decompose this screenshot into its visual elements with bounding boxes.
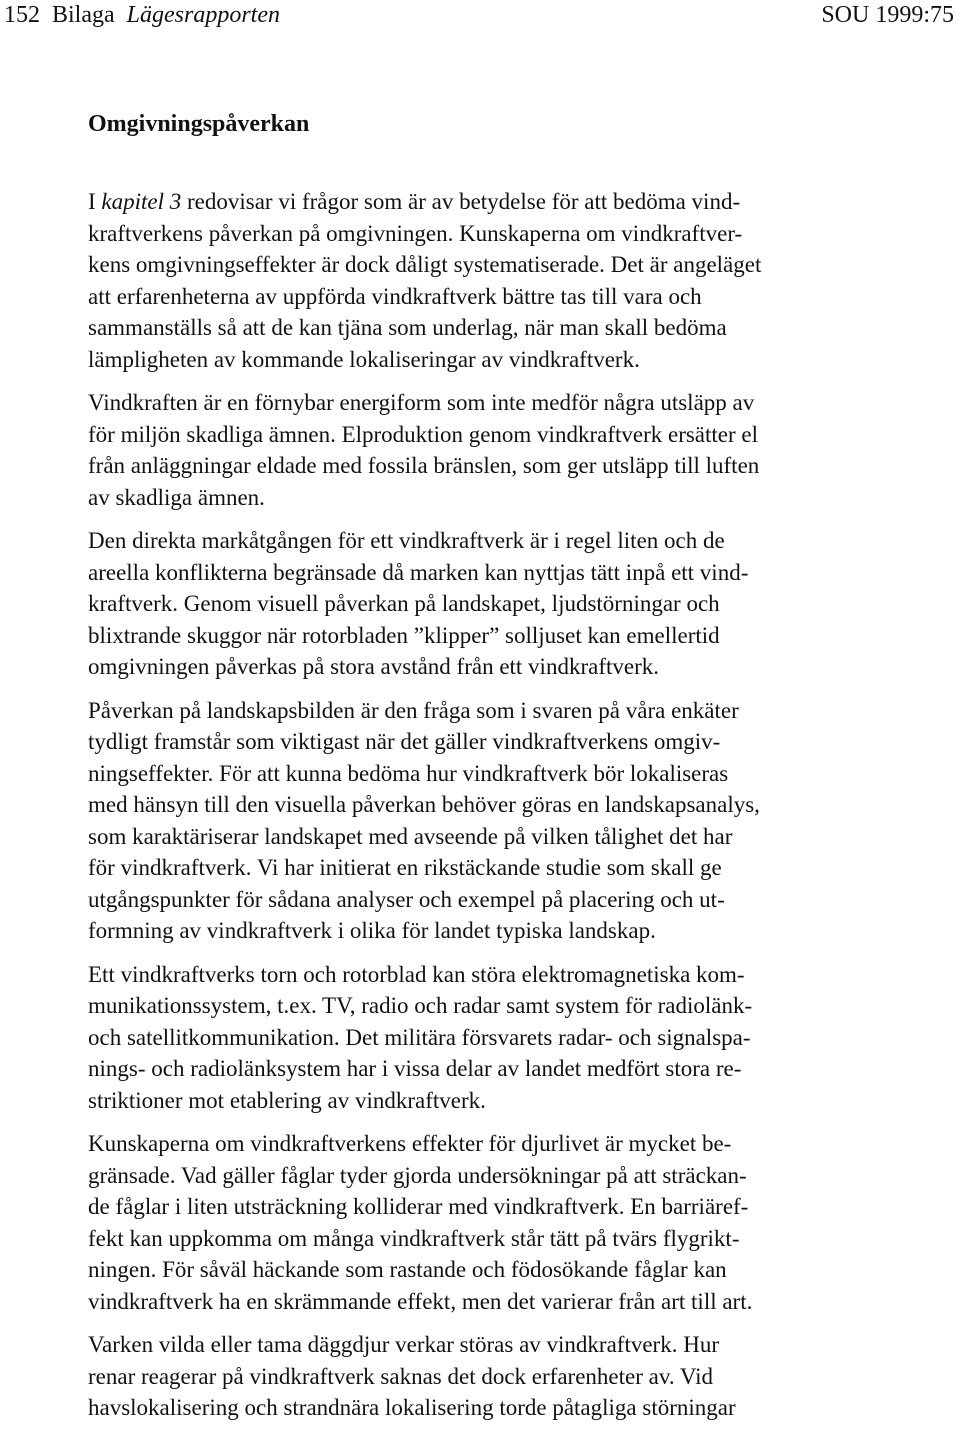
text-line: Vindkraften är en förnybar energiform som inte medför några utsläpp av: [88, 390, 755, 415]
paragraph-4: [88, 695, 878, 947]
chapter-reference: kapitel 3: [101, 189, 182, 214]
text-line: utgångspunkter för sådana analyser och exempel på placering och ut-: [88, 886, 725, 912]
paragraph-1: [88, 186, 878, 375]
section-label: Bilaga: [52, 2, 115, 28]
text-line: I kapitel 3 redovisar vi frågor som är av betydelse för att bedöma vind-: [88, 189, 741, 214]
text-line: striktioner mot etablering av vindkraftverk.: [88, 1087, 486, 1113]
report-reference: SOU 1999:75: [821, 2, 954, 28]
text-line: de fåglar i liten utsträckning kolliderar med vindkraftverk. En barriäref-: [88, 1194, 749, 1219]
text-line: kens omgivningseffekter är dock dåligt systematiserade. Det är angeläget: [88, 252, 762, 277]
text-line: sammanställs så att de kan tjäna som underlag, när man skall bedöma: [88, 315, 727, 340]
paragraph-5: [88, 959, 878, 1117]
text-line: Ett vindkraftverks torn och rotorblad kan störa elektromagnetiska kom-: [88, 961, 745, 987]
text-line: ningseffekter. För att kunna bedöma hur vindkraftverk bör lokaliseras: [88, 760, 729, 786]
paragraph-2: [88, 387, 878, 513]
text-line: blixtrande skuggor när rotorbladen ”klipper” solljuset kan emellertid: [88, 622, 720, 648]
main-content: [88, 108, 878, 1424]
text-line: formning av vindkraftverk i olika för landet typiska landskap.: [88, 918, 656, 943]
text-line: som karaktäriserar landskapet med avseende på vilken tålighet det har: [88, 823, 733, 849]
text-line: för vindkraftverk. Vi har initierat en rikstäckande studie som skall ge: [88, 855, 722, 880]
text-line: munikationssystem, t.ex. TV, radio och radar samt system för radiolänk-: [88, 993, 753, 1018]
text-line: med hänsyn till den visuella påverkan behöver göras en landskapsanalys,: [88, 792, 760, 817]
text-line: ningen. För såväl häckande som rastande och födosökande fåglar kan: [88, 1257, 727, 1282]
text-line: lämpligheten av kommande lokaliseringar av vindkraftverk.: [88, 346, 640, 372]
section-heading: Omgivningspåverkan: [88, 111, 310, 137]
text-line: renar reagerar på vindkraftverk saknas det dock erfarenheter av. Vid: [88, 1363, 714, 1389]
text-line: nings- och radiolänksystem har i vissa delar av landet medfört stora re-: [88, 1056, 742, 1081]
text-line: av skadliga ämnen.: [88, 484, 265, 510]
text-line: Den direkta markåtgången för ett vindkraftverk är i regel liten och de: [88, 528, 725, 553]
page-number: 152: [4, 2, 40, 28]
header-left: [4, 0, 280, 30]
text-line: tydligt framstår som viktigast när det gäller vindkraftverkens omgiv-: [88, 729, 721, 754]
running-header: [0, 0, 960, 32]
text-line: Påverkan på landskapsbilden är den fråga som i svaren på våra enkäter: [88, 697, 739, 723]
document-title: Lägesrapporten: [126, 2, 280, 28]
text-line: vindkraftverk ha en skrämmande effekt, men det varierar från art till art.: [88, 1288, 753, 1314]
text-line: Kunskaperna om vindkraftverkens effekter för djurlivet är mycket be-: [88, 1131, 732, 1156]
paragraph-6: [88, 1128, 878, 1317]
text-line: och satellitkommunikation. Det militära försvarets radar- och signalspa-: [88, 1024, 751, 1050]
text-line: kraftverk. Genom visuell påverkan på landskapet, ljudstörningar och: [88, 591, 720, 616]
text-line: Varken vilda eller tama däggdjur verkar störas av vindkraftverk. Hur: [88, 1332, 719, 1357]
paragraph-3: [88, 525, 878, 683]
text-line: fekt kan uppkomma om många vindkraftverk står tätt på tvärs flygrikt-: [88, 1225, 740, 1251]
text-line: kraftverkens påverkan på omgivningen. Kunskaperna om vindkraftver-: [88, 220, 743, 246]
text-line: att erfarenheterna av uppförda vindkraftverk bättre tas till vara och: [88, 283, 702, 309]
text-line: omgivningen påverkas på stora avstånd från ett vindkraftverk.: [88, 654, 659, 679]
text-line: för miljön skadliga ämnen. Elproduktion genom vindkraftverk ersätter el: [88, 421, 759, 447]
paragraph-7: [88, 1329, 878, 1424]
text-line: havslokalisering och strandnära lokalisering torde påtagliga störningar: [88, 1395, 736, 1420]
text-line: gränsade. Vad gäller fåglar tyder gjorda undersökningar på att sträckan-: [88, 1162, 747, 1188]
text-line: från anläggningar eldade med fossila bränslen, som ger utsläpp till luften: [88, 453, 760, 478]
text-line: areella konflikterna begränsade då marken kan nyttjas tätt inpå ett vind-: [88, 559, 749, 585]
